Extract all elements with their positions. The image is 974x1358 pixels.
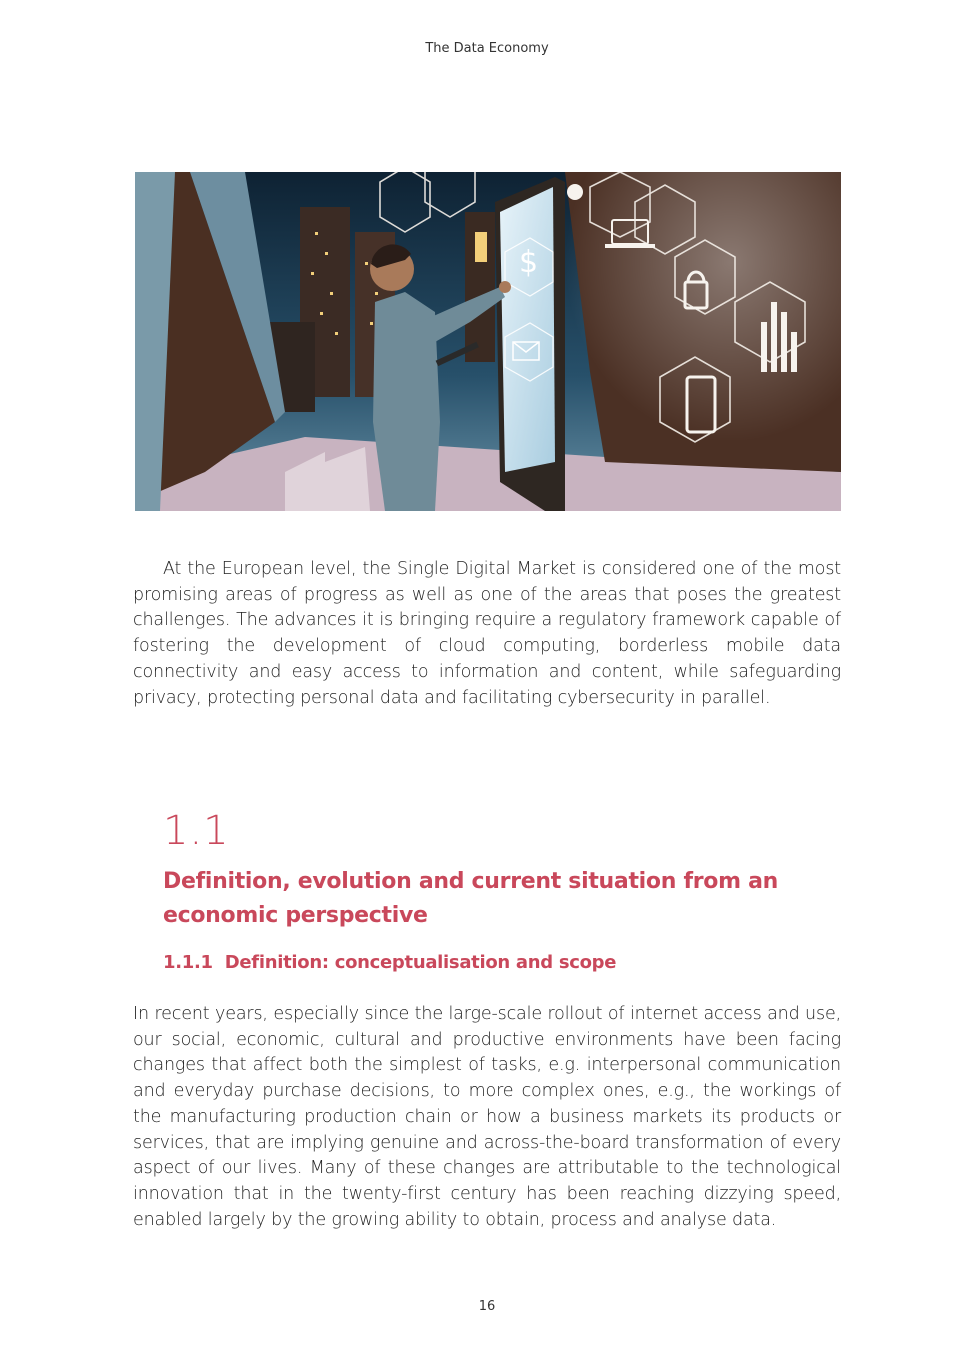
section-number: 1.1 <box>163 808 230 854</box>
subsection-title: Definition: conceptualisation and scope <box>224 952 617 973</box>
svg-text:$: $ <box>519 245 539 280</box>
subsection-heading <box>163 952 616 973</box>
intro-paragraph: At the European level, the Single Digital Market is considered one of the most promising areas of progress as well as one of the areas that poses the greatest challenges. The advances it is bringing require a regulatory framework capable of fostering the development of cloud computing, borderless mobile data connectivity and easy access to information and content, while safeguarding privacy, protecting personal data and facilitating cybersecurity in parallel. <box>133 559 841 708</box>
section-title: Definition, evolution and current situation from an economic perspective <box>163 869 778 928</box>
running-head: The Data Economy <box>425 41 549 56</box>
subsection-number: 1.1.1 <box>163 952 213 973</box>
body-paragraph: In recent years, especially since the large-scale rollout of internet access and use, our social, economic, cultural and productive environments have been facing changes that affect both the simplest of tasks, e.g. interpersonal communication and everyday purchase decisions, to more complex ones, e.g., the workings of the manufacturing production chain or how a business markets its products or services, that are implying genuine and across-the-board transformation of every aspect of our lives. Many of these changes are attributable to the technological innovation that in the twenty-first century has been reaching dizzying speed, enabled largely by the growing ability to obtain, process and analyse data. <box>133 1004 841 1230</box>
page-number: 16 <box>478 1299 496 1314</box>
illustration-digital-interface <box>135 172 841 511</box>
